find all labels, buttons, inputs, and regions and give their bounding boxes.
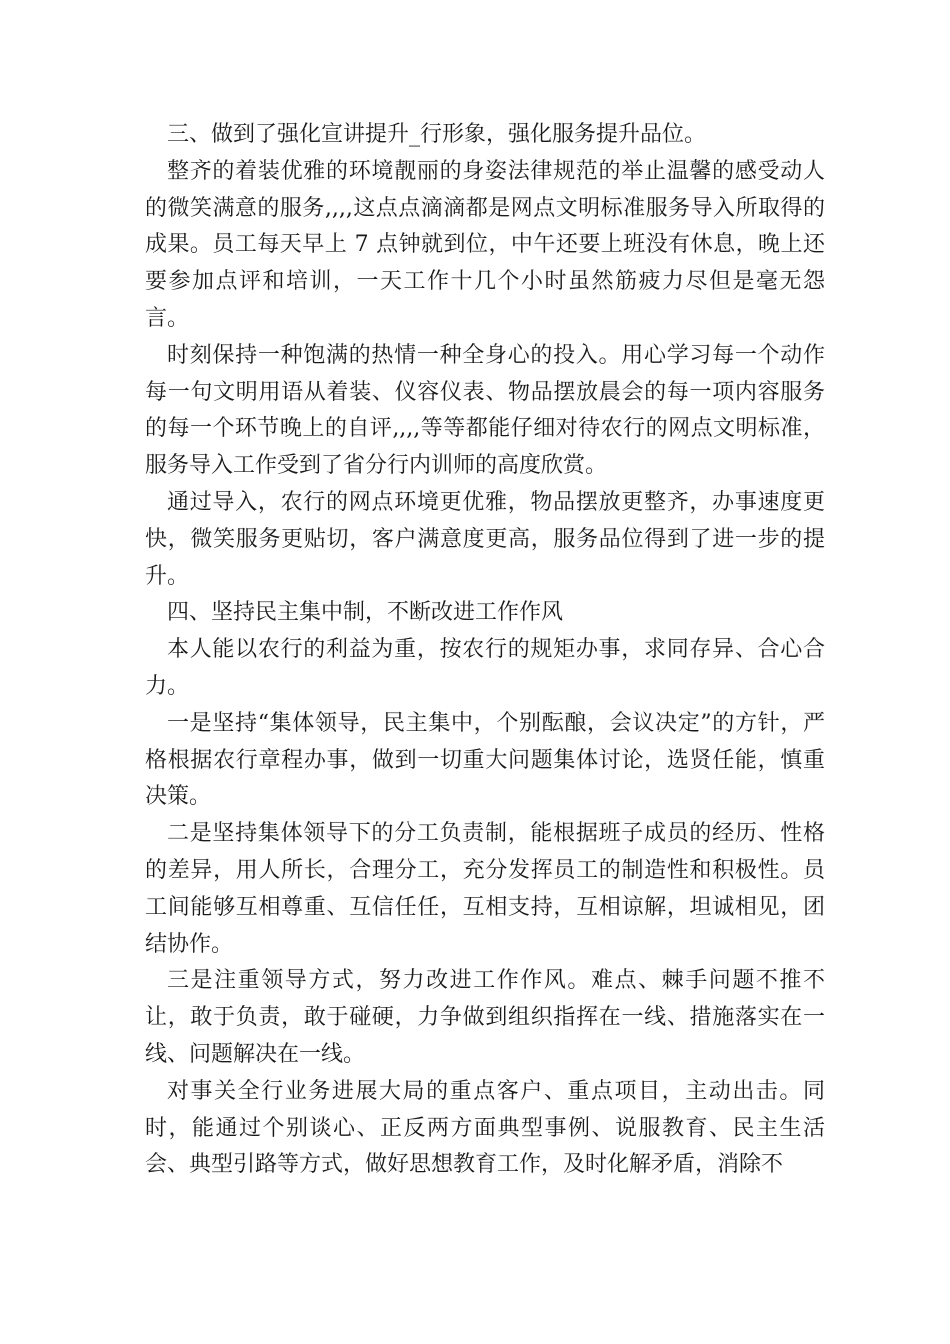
document-body xyxy=(145,117,825,1184)
paragraph: 对事关全行业务进展大局的重点客户、重点项目，主动出击。同时，能通过个别谈心、正反两方面典型事例、说服教育、民主生活会、典型引路等方式，做好思想教育工作，及时化解矛盾，消除不 xyxy=(145,1078,825,1178)
paragraph: 通过导入，农行的网点环境更优雅，物品摆放更整齐，办事速度更快，微笑服务更贴切，客户满意度更高，服务品位得到了进一步的提升。 xyxy=(145,489,825,589)
paragraph: 三是注重领导方式，努力改进工作作风。难点、棘手问题不推不让，敢于负责，敢于碰硬，力争做到组织指挥在一线、措施落实在一线、问题解决在一线。 xyxy=(145,968,825,1067)
section-heading-three: 三、做到了强化宣讲提升_行形象，强化服务提升品位。 xyxy=(167,122,707,147)
paragraph: 时刻保持一种饱满的热情一种全身心的投入。用心学习每一个动作每一句文明用语从着装、仪容仪表、物品摆放晨会的每一项内容服务的每一个环节晚上的自评,,,,等等都能仔细对待农行的网点文明标准，服务导入工作受到了省分行内训师的高度欣赏。 xyxy=(145,342,825,479)
paragraph: 一是坚持“集体领导，民主集中，个别酝酿，会议决定”的方针，严格根据农行章程办事，做到一切重大问题集体讨论，选贤任能，慎重决策。 xyxy=(145,710,825,810)
paragraph: 本人能以农行的利益为重，按农行的规矩办事，求同存异、合心合力。 xyxy=(145,637,825,699)
paragraph: 二是坚持集体领导下的分工负责制，能根据班子成员的经历、性格的差异，用人所长，合理分工，充分发挥员工的制造性和积极性。员工间能够互相尊重、互信任任，互相支持，互相谅解，坦诚相见，团结协作。 xyxy=(145,821,825,957)
paragraph: 整齐的着装优雅的环境靓丽的身姿法律规范的举止温馨的感受动人的微笑满意的服务,,,,这点点滴滴都是网点文明标准服务导入所取得的成果。员工每天早上 7 点钟就到位，中午还要上班没有休息，晚上还要参加点评和培训，一天工作十几个小时虽然筋疲力尽但是毫无怨言。 xyxy=(145,158,825,331)
section-heading-four: 四、坚持民主集中制，不断改进工作作风 xyxy=(167,600,564,626)
